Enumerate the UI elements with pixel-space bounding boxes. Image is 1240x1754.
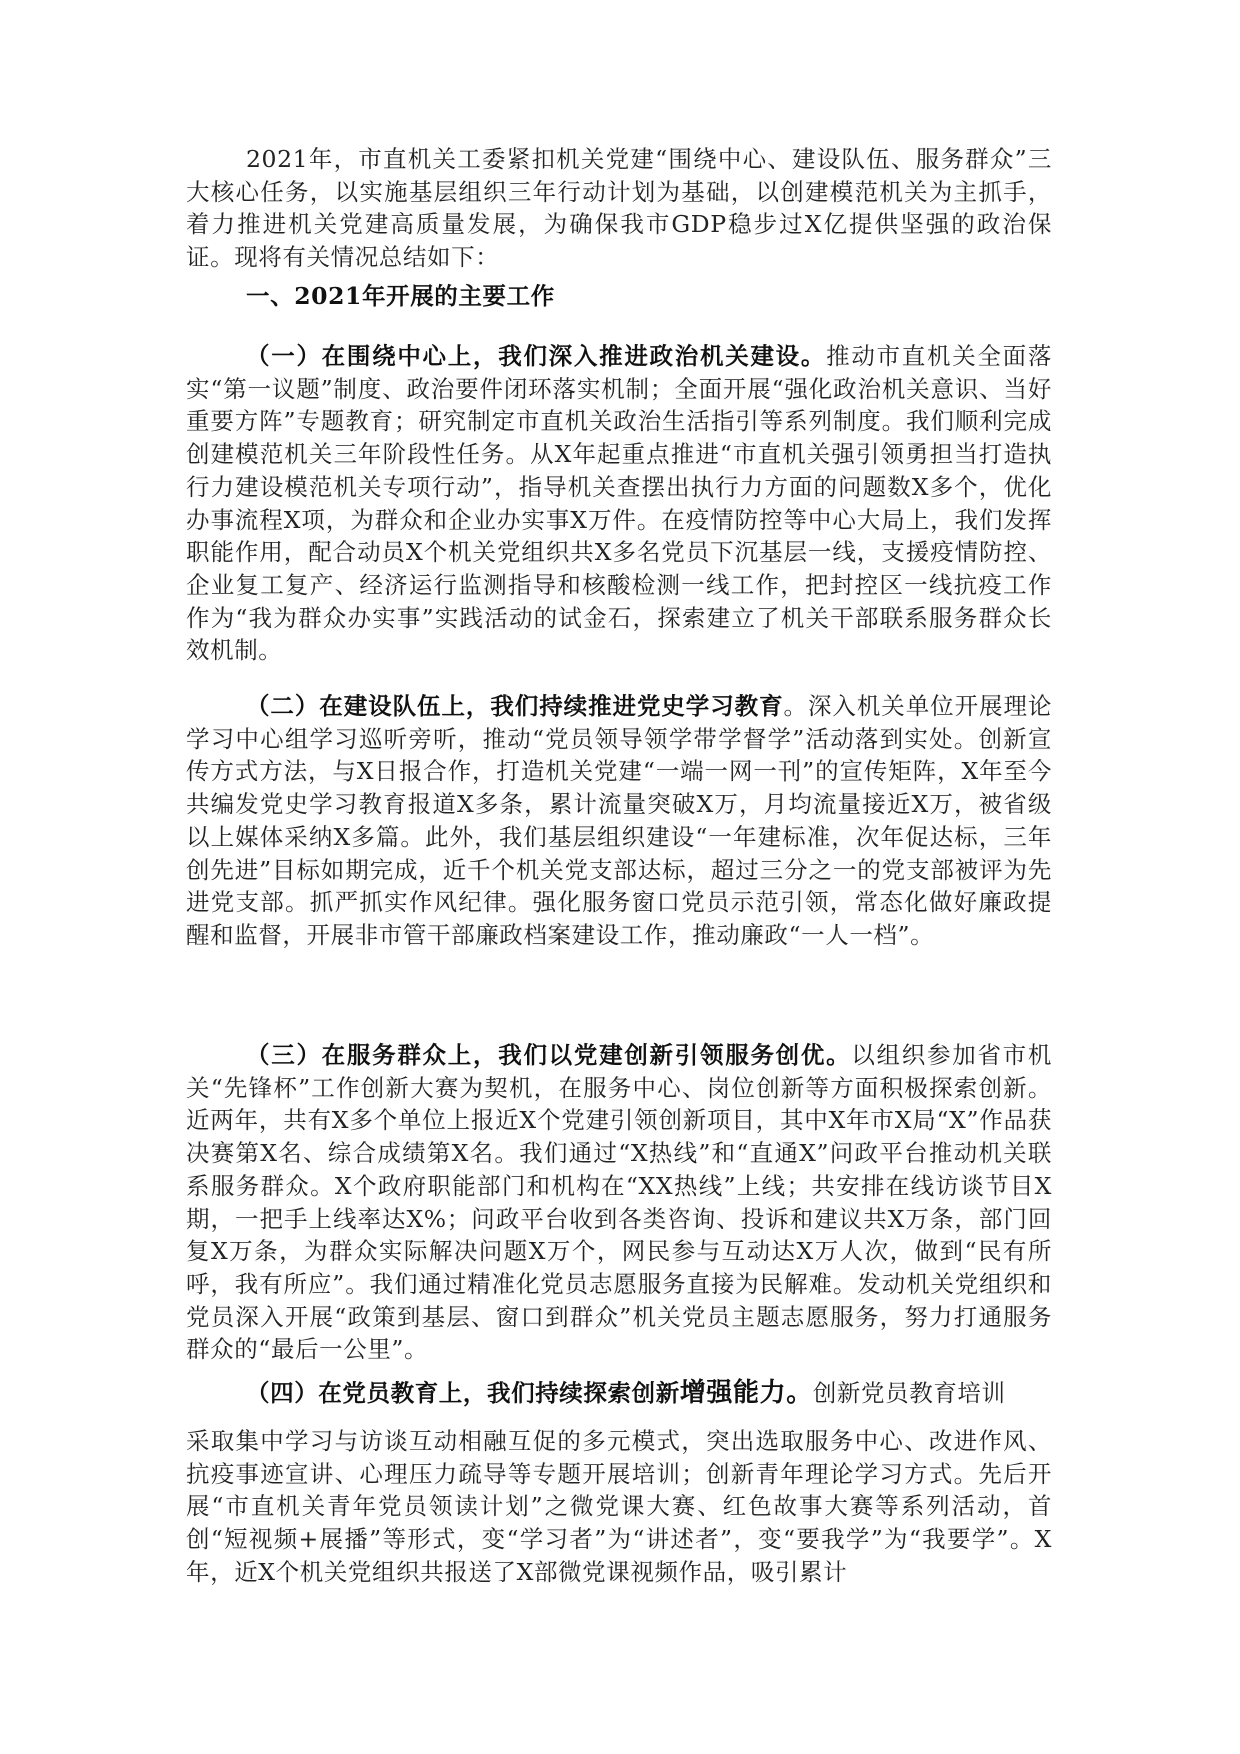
- item-2-paragraph: [186, 690, 1052, 952]
- item-4-body-first: 创新党员教育培训: [812, 1379, 1006, 1407]
- item-2-body: 。深入机关单位开展理论学习中心组学习巡听旁听，推动“党员领导领学带学督学”活动落到实处。创新宣传方式方法，与X日报合作，打造机关党建“一端一网一刊”的宣传矩阵，X年至今共编发党史学习教育报道X多条，累计流量突破X万，月均流量接近X万，被省级以上媒体采纳X多篇。此外，我们基层组织建设“一年建标准，次年促达标，三年创先进”目标如期完成，近千个机关党支部达标，超过三分之一的党支部被评为先进党支部。抓严抓实作风纪律。强化服务窗口党员示范引领，常态化做好廉政提醒和监督，开展非市管干部廉政档案建设工作，推动廉政“一人一档”。: [186, 692, 1052, 949]
- item-1-body: 推动市直机关全面落实“第一议题”制度、政治要件闭环落实机制；全面开展“强化政治机关意识、当好重要方阵”专题教育；研究制定市直机关政治生活指引等系列制度。我们顺利完成创建模范机关三年阶段性任务。从X年起重点推进“市直机关强引领勇担当打造执行力建设模范机关专项行动”，指导机关查摆出执行力方面的问题数X多个，优化办事流程X项，为群众和企业办实事X万件。在疫情防控等中心大局上，我们发挥职能作用，配合动员X个机关党组织共X多名党员下沉基层一线，支援疫情防控、企业复工复产、经济运行监测指导和核酸检测一线工作，把封控区一线抗疫工作作为“我为群众办实事”实践活动的试金石，探索建立了机关干部联系服务群众长效机制。: [186, 342, 1052, 665]
- item-4-heading-line: [186, 1377, 1052, 1410]
- item-4-body: 采取集中学习与访谈互动相融互促的多元模式，突出选取服务中心、改进作风、抗疫事迹宣讲、心理压力疏导等专题开展培训；创新青年理论学习方式。先后开展“市直机关青年党员领读计划”之微党课大赛、红色故事大赛等系列活动，首创“短视频+展播”等形式，变“学习者”为“讲述者”，变“要我学”为“我要学”。X年，近X个机关党组织共报送了X部微党课视频作品，吸引累计: [186, 1427, 1052, 1586]
- item-4-paragraph: [186, 1425, 1052, 1589]
- intro-text: 2021年，市直机关工委紧扣机关党建“围绕中心、建设队伍、服务群众”三大核心任务，以实施基层组织三年行动计划为基础，以创建模范机关为主抓手，着力推进机关党建高质量发展，为确保我市GDP稳步过X亿提供坚强的政治保证。现将有关情况总结如下：: [186, 145, 1052, 272]
- item-3-paragraph: [186, 1039, 1052, 1366]
- section-heading: 一、2021年开展的主要工作: [246, 282, 555, 310]
- item-1-paragraph: [186, 340, 1052, 667]
- item-1-lead: （一）在围绕中心上，我们深入推进政治机关建设。: [246, 342, 827, 370]
- item-4-lead-emphasis: 增强能力。: [679, 1378, 813, 1408]
- item-3-body: 以组织参加省市机关“先锋杯”工作创新大赛为契机，在服务中心、岗位创新等方面积极探索创新。近两年，共有X多个单位上报近X个党建引领创新项目，其中X年市X局“X”作品获决赛第X名、综合成绩第X名。我们通过“X热线”和“直通X”问政平台推动机关联系服务群众。X个政府职能部门和机构在“XX热线”上线；共安排在线访谈节目X期，一把手上线率达X%；问政平台收到各类咨询、投诉和建议共X万条，部门回复X万条，为群众实际解决问题X万个，网民参与互动达X万人次，做到“民有所呼，我有所应”。我们通过精准化党员志愿服务直接为民解难。发动机关党组织和党员深入开展“政策到基层、窗口到群众”机关党员主题志愿服务，努力打通服务群众的“最后一公里”。: [186, 1041, 1052, 1364]
- item-4-lead: （四）在党员教育上，我们持续探索创新: [246, 1379, 680, 1407]
- item-2-lead: （二）在建设队伍上，我们持续推进党史学习教育: [246, 692, 784, 720]
- item-3-lead: （三）在服务群众上，我们以党建创新引领服务创优。: [246, 1041, 852, 1069]
- intro-paragraph: [186, 143, 1052, 274]
